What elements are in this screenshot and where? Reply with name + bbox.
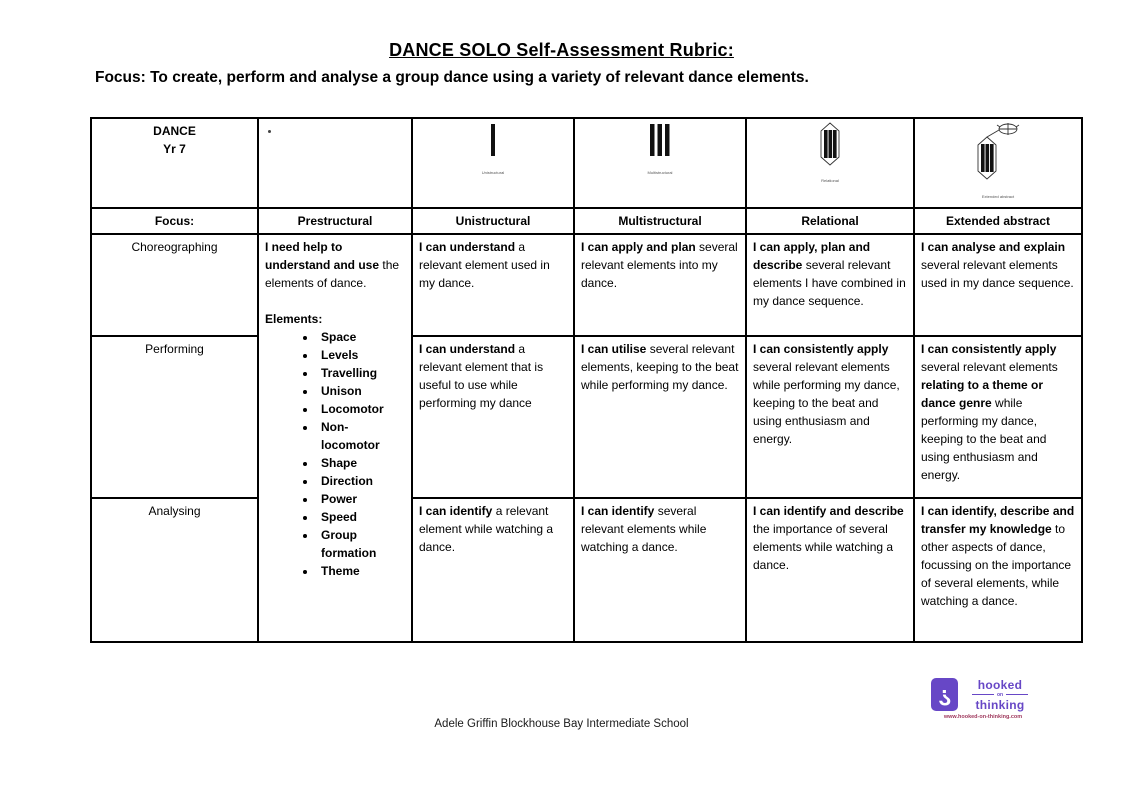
extended-abstract-icon xyxy=(969,122,1027,184)
focus-label-cell: Focus: xyxy=(91,208,258,234)
element-item: • Travelling xyxy=(317,364,399,382)
page-title: DANCE SOLO Self-Assessment Rubric: xyxy=(389,40,734,60)
logo-url: www.hooked-on-thinking.com xyxy=(943,714,1023,720)
cell-analysing-unistructural xyxy=(412,498,574,642)
elements-label: Elements: xyxy=(265,312,323,326)
logo-word-on: on xyxy=(996,691,1004,698)
cell-performing-multistructural xyxy=(574,336,746,498)
logo-word-thinking: thinking xyxy=(975,697,1025,712)
element-item: • Direction xyxy=(317,472,399,490)
row-choreographing xyxy=(91,234,1082,336)
text-segment: several relevant elements used in my dance sequence. xyxy=(921,258,1074,290)
prestructural-dot-icon xyxy=(268,130,271,133)
level-label-row xyxy=(91,208,1082,234)
text-segment: I can analyse and explain xyxy=(921,240,1066,254)
rowlabel-analysing: Analysing xyxy=(91,498,258,642)
unistructural-icon-caption: Unistructural xyxy=(481,170,505,175)
text-segment: a relevant element used in my dance. xyxy=(419,240,550,290)
level-extended-abstract: Extended abstract xyxy=(914,208,1082,234)
text-segment: I can consistently apply xyxy=(921,342,1057,356)
text-segment: several relevant elements I have combined in my dance sequence. xyxy=(753,258,906,308)
prestructural-intro xyxy=(265,238,405,292)
text-segment: I can consistently apply xyxy=(753,342,889,356)
cell-analysing-multistructural xyxy=(574,498,746,642)
multistructural-icon-cell xyxy=(574,118,746,208)
rowlabel-performing: Performing xyxy=(91,336,258,498)
elements-list xyxy=(265,328,405,580)
relational-icon xyxy=(816,122,844,168)
text-segment: I can understand xyxy=(419,240,516,254)
unistructural-icon-cell xyxy=(412,118,574,208)
text-segment: relating to a theme or dance genre xyxy=(921,378,1044,410)
hooked-on-thinking-logo xyxy=(931,678,1039,724)
row-analysing xyxy=(91,498,1082,642)
cell-analysing-extended-abstract xyxy=(914,498,1082,642)
element-item: • Non-locomotor xyxy=(317,418,399,454)
divider-line-left xyxy=(972,694,994,695)
text-segment: the importance of several elements while watching a dance. xyxy=(753,522,894,572)
logo-word-hooked: hooked xyxy=(977,677,1023,692)
text-segment: while performing my dance, keeping to the beat and using enthusiasm and energy. xyxy=(921,396,1047,482)
multistructural-icon-caption: Multistructural xyxy=(647,170,673,175)
cell-choreographing-relational xyxy=(746,234,914,336)
cell-choreographing-extended-abstract xyxy=(914,234,1082,336)
icon-row xyxy=(91,118,1082,208)
text-segment: I can identify and describe xyxy=(753,504,904,518)
text-segment: several relevant elements into my dance. xyxy=(581,240,738,290)
element-item: • Shape xyxy=(317,454,399,472)
text-segment: several relevant elements xyxy=(921,360,1058,374)
element-item: • Speed xyxy=(317,508,399,526)
text-segment: to other aspects of dance, focussing on the importance of several elements, while watching a dance. xyxy=(921,522,1072,608)
element-item: • Unison xyxy=(317,382,399,400)
text-segment: I can apply and plan xyxy=(581,240,696,254)
level-multistructural: Multistructural xyxy=(574,208,746,234)
text-segment: I can identify xyxy=(419,504,493,518)
relational-icon-cell xyxy=(746,118,914,208)
element-item: • Locomotor xyxy=(317,400,399,418)
relational-icon-caption: Relational xyxy=(821,178,839,183)
corner-line1: DANCE xyxy=(153,124,196,138)
cell-prestructural-descriptor xyxy=(258,234,412,642)
hook-icon: ¿ xyxy=(931,678,958,711)
level-relational: Relational xyxy=(746,208,914,234)
spacer xyxy=(265,292,405,310)
element-item: • Group formation xyxy=(317,526,399,562)
text-segment: I can identify xyxy=(581,504,655,518)
corner-cell xyxy=(91,118,258,208)
text-segment: I need help to understand and use xyxy=(265,240,380,272)
element-item: • Theme xyxy=(317,562,399,580)
text-segment: several relevant elements while performing my dance, keeping to the beat and using enthusiasm and energy. xyxy=(753,360,900,446)
element-item: • Space xyxy=(317,328,399,346)
focus-statement: Focus: To create, perform and analyse a group dance using a variety of relevant dance elements. xyxy=(95,69,809,86)
cell-analysing-relational xyxy=(746,498,914,642)
corner-line2: Yr 7 xyxy=(163,142,186,156)
element-item: • Levels xyxy=(317,346,399,364)
text-segment: a relevant element that is useful to use while performing my dance xyxy=(419,342,544,410)
cell-performing-relational xyxy=(746,336,914,498)
extended-abstract-icon-cell xyxy=(914,118,1082,208)
element-item: • Power xyxy=(317,490,399,508)
text-segment: a relevant element while watching a dance. xyxy=(419,504,554,554)
text-segment: I can understand xyxy=(419,342,516,356)
cell-choreographing-unistructural xyxy=(412,234,574,336)
text-segment: I can apply, plan and describe xyxy=(753,240,871,272)
multistructural-bars-icon xyxy=(647,122,673,160)
rowlabel-choreographing: Choreographing xyxy=(91,234,258,336)
cell-choreographing-multistructural xyxy=(574,234,746,336)
text-segment: I can utilise xyxy=(581,342,647,356)
text-segment: the elements of dance. xyxy=(265,258,400,290)
author-footer: Adele Griffin Blockhouse Bay Intermediate School xyxy=(434,718,689,730)
prestructural-icon-cell xyxy=(258,118,412,208)
level-prestructural: Prestructural xyxy=(258,208,412,234)
text-segment: I can identify, describe and transfer my knowledge xyxy=(921,504,1075,536)
cell-performing-unistructural xyxy=(412,336,574,498)
unistructural-bar-icon xyxy=(481,122,505,160)
row-performing xyxy=(91,336,1082,498)
rubric-table xyxy=(90,117,1083,643)
cell-performing-extended-abstract xyxy=(914,336,1082,498)
level-unistructural: Unistructural xyxy=(412,208,574,234)
extended-abstract-icon-caption: Extended abstract xyxy=(981,194,1015,199)
divider-line-right xyxy=(1006,694,1028,695)
text-segment: several relevant elements, keeping to the beat while performing my dance. xyxy=(581,342,739,392)
text-segment: several relevant elements while watching a dance. xyxy=(581,504,707,554)
